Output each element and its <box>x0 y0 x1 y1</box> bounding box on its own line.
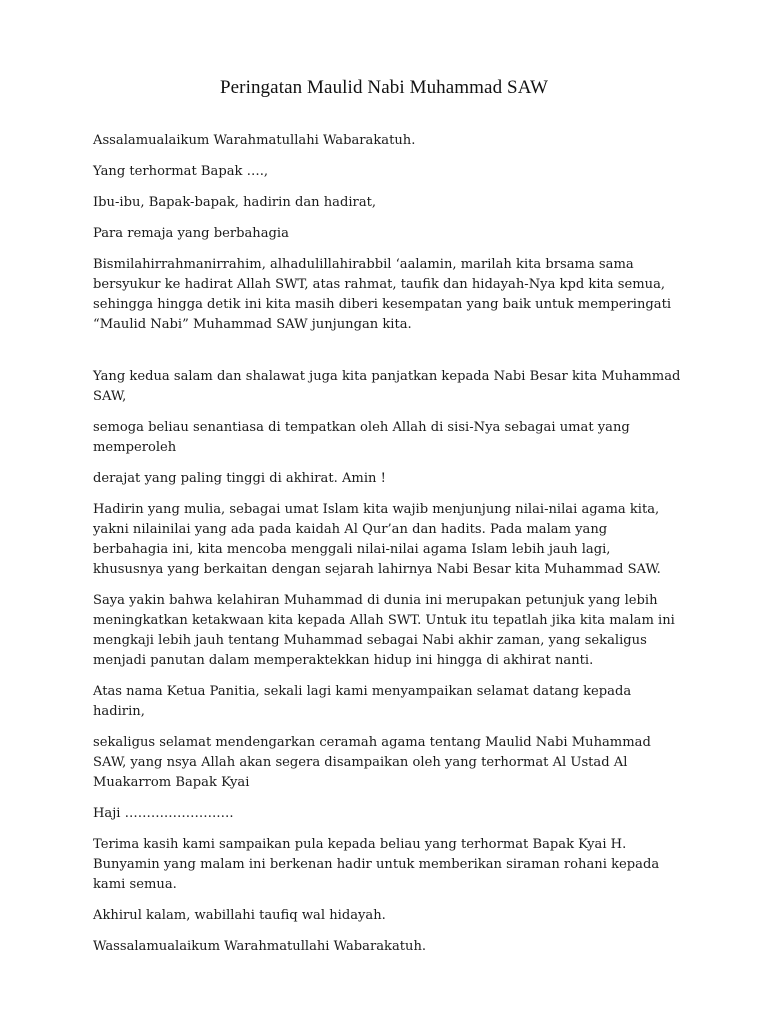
paragraph-lecture: sekaligus selamat mendengarkan ceramah agama tentang Maulid Nabi Muhammad SAW, yang nsya Allah akan segera disampaikan oleh yang terhormat Al Ustad Al Muakarrom Bapak Kyai <box>93 735 651 790</box>
paragraph-belief: Saya yakin bahwa kelahiran Muhammad di dunia ini merupakan petunjuk yang lebih meningkatkan ketakwaan kita kepada Allah SWT. Untuk itu tepatlah jika kita malam ini mengkaji lebih jauh tentang Muhammad sebagai Nabi akhir zaman, yang sekaligus menjadi panutan dalam memperaktekkan hidup ini hingga di akhirat nanti. <box>93 593 675 668</box>
paragraph-haji: Haji ……………………. <box>93 806 234 821</box>
paragraph-salutation-youth: Para remaja yang berbahagia <box>93 226 289 241</box>
paragraph-values: Hadirin yang mulia, sebagai umat Islam kita wajib menjunjung nilai-nilai agama kita, yakni nilainilai yang ada pada kaidah Al Qur’an dan hadits. Pada malam yang berbahagia ini, kita mencoba menggali nilai-nilai agama Islam lebih jauh lagi, khususnya yang berkaitan dengan sejarah lahirnya Nabi Besar kita Muhammad SAW. <box>93 502 661 577</box>
paragraph-greeting: Assalamualaikum Warahmatullahi Wabarakatuh. <box>93 133 416 148</box>
document-title: Peringatan Maulid Nabi Muhammad SAW <box>219 77 549 98</box>
paragraph-farewell: Wassalamualaikum Warahmatullahi Wabarakatuh. <box>93 939 427 954</box>
paragraph-salutation-audience: Ibu-ibu, Bapak-bapak, hadirin dan hadirat, <box>93 195 377 210</box>
paragraph-shalawat: Yang kedua salam dan shalawat juga kita panjatkan kepada Nabi Besar kita Muhammad SAW, <box>93 369 681 404</box>
paragraph-thanks: Terima kasih kami sampaikan pula kepada beliau yang terhormat Bapak Kyai H. Bunyamin yang malam ini berkenan hadir untuk memberikan siraman rohani kepada kami semua. <box>93 837 660 892</box>
document-body <box>93 131 683 968</box>
paragraph-closing: Akhirul kalam, wabillahi taufiq wal hidayah. <box>93 908 386 923</box>
paragraph-welcome: Atas nama Ketua Panitia, sekali lagi kami menyampaikan selamat datang kepada hadirin, <box>93 684 632 719</box>
paragraph-spacer <box>93 346 683 367</box>
paragraph-amin: derajat yang paling tinggi di akhirat. Amin ! <box>93 471 386 486</box>
paragraph-opening: Bismilahirrahmanirrahim, alhadulillahirabbil ‘aalamin, marilah kita brsama sama bersyukur ke hadirat Allah SWT, atas rahmat, taufik dan hidayah-Nya kpd kita semua, sehingga hingga detik ini kita masih diberi kesempatan yang baik untuk memperingati “Maulid Nabi” Muhammad SAW junjungan kita. <box>93 257 672 332</box>
paragraph-prayer: semoga beliau senantiasa di tempatkan oleh Allah di sisi-Nya sebagai umat yang memperoleh <box>93 420 630 455</box>
paragraph-salutation-bapak: Yang terhormat Bapak …., <box>93 164 269 179</box>
